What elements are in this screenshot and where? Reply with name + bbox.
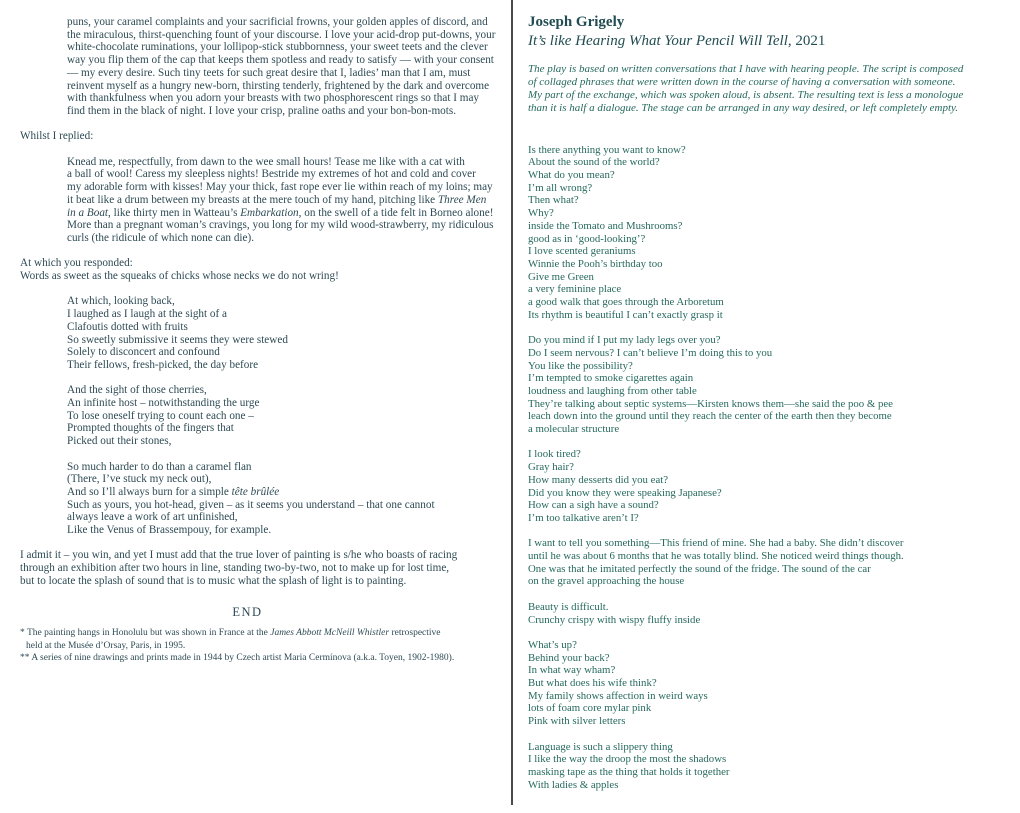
text-line — [67, 207, 502, 220]
italic-text-segment: Three Men — [437, 193, 487, 206]
footnote-1-continued: held at the Musée d’Orsay, Paris, in 1995. — [26, 640, 186, 651]
text-line: But what does his wife think? — [528, 677, 657, 690]
text-line: Solely to disconcert and confound — [67, 346, 220, 359]
text-line: loudness and laughing from other table — [528, 384, 697, 397]
text-line: I love scented geraniums — [528, 245, 636, 258]
text-line: Pink with silver letters — [528, 715, 626, 728]
text-line — [67, 194, 502, 207]
text-line: my adorable form with kisses! May your thick, fast rope ever lie within reach of my loins; may — [67, 181, 493, 194]
text-line: a good walk that goes through the Arboretum — [528, 296, 724, 309]
text-line: Crunchy crispy with wispy fluffy inside — [528, 613, 701, 626]
text-segment: , like thirty men in Watteau’s — [108, 206, 241, 219]
dialogue-stanza-2 — [528, 334, 1014, 436]
text-line: than it is half a dialogue. The stage can be arranged in any way desired, or left completely empty. — [528, 101, 959, 114]
author-name: Joseph Grigely — [528, 14, 625, 30]
text-line: They’re talking about septic systems—Kirsten knows them—she said the poo & pee — [528, 397, 893, 410]
text-line: Their fellows, fresh-picked, the day before — [67, 358, 259, 371]
whilst-replied-lead — [20, 130, 502, 143]
lead-in-line: Whilst I replied: — [20, 130, 94, 143]
text-line: How many desserts did you eat? — [528, 473, 669, 486]
text-line: find them in the black of night. I love your crisp, praline oaths and your bon-bon-mots. — [67, 104, 456, 117]
italic-text-segment: tête brûlée — [231, 485, 280, 498]
text-line: white-chocolate ruminations, your lollipop-stick stubbornness, your sweet teets and the clever — [67, 41, 488, 54]
dialogue-stanza-4 — [528, 537, 1014, 588]
italic-text-segment: in a Boat — [67, 206, 109, 219]
text-line: In what way wham? — [528, 664, 616, 677]
text-line: And the sight of those cherries, — [67, 384, 207, 397]
footnote-1 — [20, 627, 502, 639]
verse-stanza-2 — [67, 384, 502, 448]
text-line: Language is such a slippery thing — [528, 740, 673, 753]
text-segment: , on the swell of a tide felt in Borneo alone! — [298, 206, 494, 219]
text-line: Such as yours, you hot-head, given – as it seems you understand – that one cannot — [67, 498, 435, 511]
text-line: To lose oneself trying to count each one – — [67, 409, 254, 422]
text-line: (There, I’ve stuck my neck out), — [67, 473, 212, 486]
text-line: way you flip them of the cap that keeps them spotless and ready to satisfy — with your consent — [67, 54, 494, 67]
text-line: until he was about 6 months that he was totally blind. She noticed weird things though. — [528, 550, 904, 563]
text-line: I like the way the droop the most the shadows — [528, 753, 727, 766]
opening-paragraph — [67, 16, 502, 118]
text-line: masking tape as the thing that holds it together — [528, 765, 730, 778]
text-line: My part of the exchange, which was spoken aloud, is absent. The resulting text is less a monologue — [528, 88, 964, 101]
footnote-2: ** A series of nine drawings and prints made in 1944 by Czech artist Maria Cermínova (a.k.a. Toyen, 1902-1980). — [20, 653, 455, 664]
text-line: One was that he imitated perfectly the sound of the fridge. The sound of the car — [528, 562, 871, 575]
text-line: About the sound of the world? — [528, 156, 660, 169]
text-line: of collaged phrases that were written down in the course of having a conversation with someone. — [528, 75, 956, 88]
text-line: the miraculous, thirst-quenching fount of your discourse. I love your acid-drop put-downs, your — [67, 28, 496, 41]
text-line: Gray hair? — [528, 461, 574, 474]
dialogue-stanza-7 — [528, 741, 1014, 792]
text-line: good as in ‘good-looking’? — [528, 232, 646, 245]
text-segment: * The painting hangs in Honolulu but was shown in France at the — [20, 628, 271, 639]
text-line: I want to tell you something—This friend of mine. She had a baby. She didn’t discover — [528, 537, 904, 550]
text-line: Do you mind if I put my lady legs over you? — [528, 334, 721, 347]
dialogue-stanza-3 — [528, 448, 1014, 524]
dialogue-stanza-5 — [528, 601, 1014, 626]
verse-stanza-3 — [67, 461, 502, 537]
text-line: reinvent myself as a hungry new-born, thirsting tenderly, frightened by the dark and overcome — [67, 79, 490, 92]
text-line: Why? — [528, 207, 554, 220]
text-line: More than a pregnant woman’s cravings, you long for my wild wood-strawberry, my ridiculous — [67, 219, 494, 232]
text-line: — my every desire. Such tiny teets for such great desire that I, ladies’ man that I am, must — [67, 66, 471, 79]
text-line: What do you mean? — [528, 169, 615, 182]
text-line: a ball of wool! Caress my sleepless nights! Bestride my extremes of hot and cold and cover — [67, 168, 476, 181]
text-line: but to locate the splash of sound that is to music what the splash of light is to painting. — [20, 574, 407, 587]
column-divider-rule — [511, 0, 513, 805]
italic-text-segment: Embarkation — [240, 206, 299, 219]
text-line: Knead me, respectfully, from dawn to the wee small hours! Tease me like with a cat with — [67, 155, 465, 168]
text-line: I’m tempted to smoke cigarettes again — [528, 372, 694, 385]
text-line: through an exhibition after two hours in line, standing two-by-two, not to make up for lost time, — [20, 562, 450, 575]
text-line: Is there anything you want to know? — [528, 143, 686, 156]
text-line: The play is based on written conversations that I have with hearing people. The script is composed — [528, 63, 964, 75]
text-line: You like the possibility? — [528, 359, 633, 372]
text-line: Winnie the Pooh’s birthday too — [528, 257, 663, 270]
text-line: Do I seem nervous? I can’t believe I’m doing this to you — [528, 346, 773, 359]
text-line: Then what? — [528, 194, 579, 207]
text-line: How can a sigh have a sound? — [528, 499, 659, 512]
text-line: Did you know they were speaking Japanese? — [528, 486, 722, 499]
italic-text-segment: It’s like Hearing What Your Pencil Will Tell — [528, 33, 788, 49]
dialogue-stanza-1 — [528, 144, 1014, 322]
text-line: on the gravel approaching the house — [528, 575, 685, 588]
text-line: So much harder to do than a caramel flan — [67, 460, 252, 473]
text-line — [67, 486, 502, 499]
text-line: So sweetly submissive it seems they were stewed — [67, 333, 288, 346]
text-line: An infinite host – notwithstanding the urge — [67, 397, 260, 410]
verse-stanza-1 — [67, 295, 502, 371]
text-line: Beauty is difficult. — [528, 600, 609, 613]
text-line: Give me Green — [528, 270, 594, 283]
end-marker: END — [232, 604, 263, 619]
text-line: Its rhythm is beautiful I can’t exactly grasp it — [528, 308, 723, 321]
text-line: Picked out their stones, — [67, 435, 172, 448]
text-line: a very feminine place — [528, 283, 622, 296]
responded-lead — [20, 257, 502, 282]
text-line: I laughed as I laugh at the sight of a — [67, 308, 227, 321]
text-segment: it beat like a drum between my breasts at the mere touch of my hand, pitching like — [67, 193, 438, 206]
reply-paragraph — [67, 156, 502, 245]
footnotes — [20, 627, 502, 664]
italic-text-segment: James Abbott McNeill Whistler — [270, 628, 390, 639]
left-text-column — [20, 16, 502, 664]
text-segment: And so I’ll always burn for a simple — [67, 485, 232, 498]
text-line: Clafoutis dotted with fruits — [67, 320, 188, 333]
intro-note — [528, 63, 1014, 115]
text-line: leach down into the ground until they reach the center of the earth then they become — [528, 410, 892, 423]
text-line: curls (the ridicule of which none can die). — [67, 231, 255, 244]
text-line: a molecular structure — [528, 423, 620, 436]
text-line: I look tired? — [528, 448, 581, 461]
text-line: What’s up? — [528, 638, 577, 651]
text-line: I’m too talkative aren’t I? — [528, 511, 639, 524]
response-line: Words as sweet as the squeaks of chicks whose necks we do not wring! — [20, 270, 339, 283]
dialogue-stanza-6 — [528, 639, 1014, 728]
right-text-column — [528, 13, 1014, 804]
text-line: With ladies & apples — [528, 778, 619, 791]
text-line: I’m all wrong? — [528, 181, 593, 194]
text-line: I admit it – you win, and yet I must add that the true lover of painting is s/he who boasts of racing — [20, 549, 458, 562]
text-line: with thankfulness when you adorn your breasts with two phosphorescent rings so that I may — [67, 92, 480, 105]
text-line: Behind your back? — [528, 651, 610, 664]
text-line: lots of foam core mylar pink — [528, 702, 652, 715]
lead-in-line: At which you responded: — [20, 257, 133, 270]
text-segment: , 2021 — [787, 33, 826, 49]
text-segment: retrospective — [389, 628, 441, 639]
text-line: Prompted thoughts of the fingers that — [67, 422, 234, 435]
text-line: inside the Tomato and Mushrooms? — [528, 219, 683, 232]
closing-paragraph — [20, 549, 502, 587]
work-title — [528, 32, 1014, 51]
text-line: Like the Venus of Brassempouy, for example. — [67, 524, 272, 537]
text-line: puns, your caramel complaints and your sacrificial frowns, your golden apples of discord, and — [67, 16, 488, 28]
text-line: always leave a work of art unfinished, — [67, 511, 238, 524]
text-line: My family shows affection in weird ways — [528, 689, 708, 702]
text-line: At which, looking back, — [67, 295, 175, 308]
